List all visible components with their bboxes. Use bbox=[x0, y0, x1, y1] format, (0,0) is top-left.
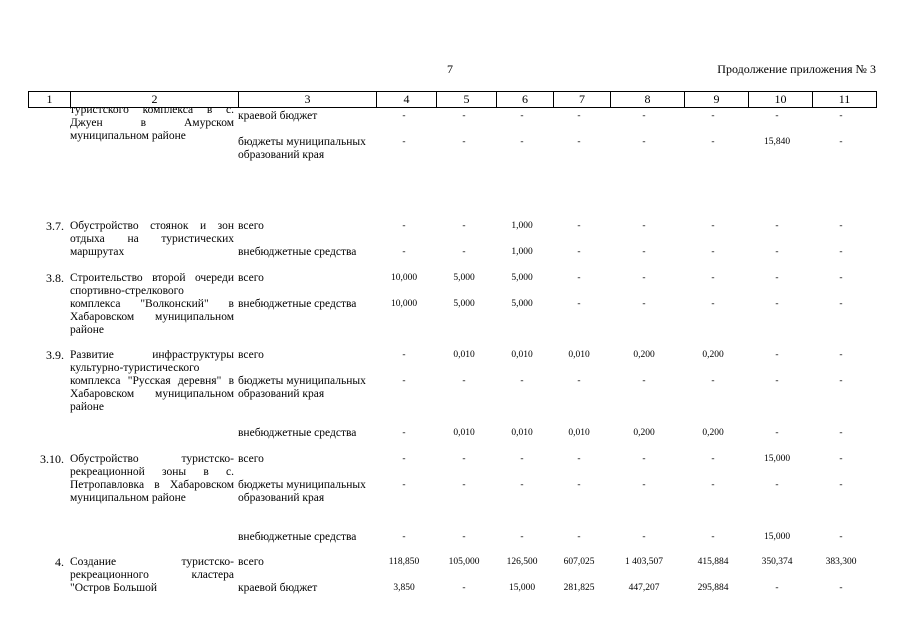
value-cell: - bbox=[839, 137, 843, 147]
value-cell: 126,500 bbox=[506, 557, 538, 567]
value-cell: - bbox=[711, 480, 715, 490]
value-cell: - bbox=[711, 299, 715, 309]
row-index: 3.8. bbox=[46, 271, 64, 285]
value-cell: - bbox=[577, 299, 581, 309]
value-cell: - bbox=[839, 583, 843, 593]
value-cell: - bbox=[402, 221, 406, 231]
value-cell: - bbox=[839, 273, 843, 283]
value-cell: - bbox=[839, 480, 843, 490]
value-cell: - bbox=[642, 273, 646, 283]
column-header: 1 bbox=[29, 92, 71, 108]
value-cell: - bbox=[711, 247, 715, 257]
funding-source: краевой бюджет bbox=[238, 110, 318, 122]
value-cell: 5,000 bbox=[511, 273, 533, 283]
value-cell: - bbox=[577, 454, 581, 464]
value-cell: - bbox=[775, 350, 779, 360]
value-cell: - bbox=[775, 299, 779, 309]
funding-source: краевой бюджет bbox=[238, 582, 318, 594]
column-header: 8 bbox=[611, 92, 685, 108]
row-index: 3.10. bbox=[40, 452, 64, 466]
value-cell: 295,884 bbox=[697, 583, 729, 593]
value-cell: - bbox=[402, 428, 406, 438]
value-cell: - bbox=[711, 532, 715, 542]
value-cell: - bbox=[402, 350, 406, 360]
value-cell: - bbox=[775, 583, 779, 593]
value-cell: 607,025 bbox=[563, 557, 595, 567]
value-cell: - bbox=[839, 454, 843, 464]
value-cell: - bbox=[642, 221, 646, 231]
value-cell: - bbox=[775, 273, 779, 283]
value-cell: - bbox=[402, 111, 406, 121]
value-cell: - bbox=[462, 221, 466, 231]
value-cell: - bbox=[839, 376, 843, 386]
value-cell: - bbox=[775, 480, 779, 490]
value-cell: 0,010 bbox=[511, 350, 533, 360]
value-cell: - bbox=[462, 480, 466, 490]
value-cell: 0,010 bbox=[453, 350, 475, 360]
value-cell: - bbox=[577, 137, 581, 147]
value-cell: - bbox=[402, 480, 406, 490]
value-cell: - bbox=[402, 532, 406, 542]
value-cell: - bbox=[711, 376, 715, 386]
funding-source: внебюджетные средства bbox=[238, 531, 357, 543]
value-cell: 383,300 bbox=[825, 557, 857, 567]
value-cell: - bbox=[577, 247, 581, 257]
activity-name: Обустройство стоянок и зон отдыха на туристических маршрутах bbox=[70, 220, 234, 258]
value-cell: - bbox=[839, 350, 843, 360]
value-cell: - bbox=[642, 111, 646, 121]
value-cell: - bbox=[462, 583, 466, 593]
value-cell: 15,000 bbox=[763, 454, 791, 464]
value-cell: 10,000 bbox=[390, 299, 418, 309]
value-cell: - bbox=[462, 247, 466, 257]
funding-source: бюджеты муниципальных образований края bbox=[238, 136, 366, 161]
value-cell: - bbox=[520, 480, 524, 490]
value-cell: - bbox=[520, 111, 524, 121]
value-cell: - bbox=[642, 454, 646, 464]
value-cell: - bbox=[577, 480, 581, 490]
value-cell: - bbox=[520, 376, 524, 386]
column-header: 7 bbox=[554, 92, 611, 108]
value-cell: - bbox=[775, 247, 779, 257]
funding-source: внебюджетные средства bbox=[238, 427, 357, 439]
value-cell: - bbox=[402, 137, 406, 147]
funding-source: бюджеты муниципальных образований края bbox=[238, 479, 366, 504]
value-cell: 10,000 bbox=[390, 273, 418, 283]
funding-source: всего bbox=[238, 220, 264, 232]
value-cell: - bbox=[462, 111, 466, 121]
value-cell: - bbox=[775, 221, 779, 231]
value-cell: - bbox=[642, 532, 646, 542]
value-cell: 0,200 bbox=[633, 350, 655, 360]
column-header: 2 bbox=[71, 92, 239, 108]
column-header: 9 bbox=[685, 92, 749, 108]
value-cell: 0,200 bbox=[702, 428, 724, 438]
value-cell: - bbox=[642, 137, 646, 147]
activity-name: Создание туристско-рекреационного кластера "Остров Большой bbox=[70, 556, 234, 594]
row-index: 3.9. bbox=[46, 348, 64, 362]
value-cell: - bbox=[839, 111, 843, 121]
value-cell: - bbox=[839, 247, 843, 257]
funding-source: внебюджетные средства bbox=[238, 246, 357, 258]
value-cell: 15,840 bbox=[763, 137, 791, 147]
value-cell: - bbox=[642, 376, 646, 386]
value-cell: - bbox=[775, 376, 779, 386]
value-cell: - bbox=[711, 273, 715, 283]
value-cell: - bbox=[462, 532, 466, 542]
value-cell: 0,010 bbox=[511, 428, 533, 438]
column-header: 10 bbox=[749, 92, 813, 108]
activity-name: туристского комплекса в с. Джуен в Амурском муниципальном районе bbox=[70, 104, 234, 142]
value-cell: 447,207 bbox=[628, 583, 660, 593]
column-header: 6 bbox=[497, 92, 554, 108]
funding-source: всего bbox=[238, 349, 264, 361]
value-cell: 0,010 bbox=[568, 428, 590, 438]
value-cell: - bbox=[711, 454, 715, 464]
value-cell: - bbox=[775, 111, 779, 121]
value-cell: - bbox=[839, 221, 843, 231]
column-header: 11 bbox=[813, 92, 877, 108]
value-cell: - bbox=[642, 480, 646, 490]
value-cell: - bbox=[642, 247, 646, 257]
value-cell: - bbox=[577, 111, 581, 121]
value-cell: - bbox=[711, 221, 715, 231]
value-cell: 1,000 bbox=[511, 247, 533, 257]
value-cell: 0,010 bbox=[453, 428, 475, 438]
value-cell: - bbox=[520, 532, 524, 542]
funding-source: всего bbox=[238, 453, 264, 465]
value-cell: 1,000 bbox=[511, 221, 533, 231]
value-cell: - bbox=[577, 273, 581, 283]
row-index: 4. bbox=[55, 555, 64, 569]
value-cell: 0,200 bbox=[702, 350, 724, 360]
table-body bbox=[28, 104, 876, 640]
column-header: 5 bbox=[437, 92, 497, 108]
activity-name: Строительство второй очереди спортивно-стрелкового комплекса "Волконский" в Хабаровском муниципальном районе bbox=[70, 272, 234, 336]
value-cell: - bbox=[711, 137, 715, 147]
value-cell: - bbox=[520, 137, 524, 147]
funding-source: внебюджетные средства bbox=[238, 298, 357, 310]
value-cell: - bbox=[577, 376, 581, 386]
value-cell: - bbox=[711, 111, 715, 121]
value-cell: - bbox=[520, 454, 524, 464]
continuation-label: Продолжение приложения № 3 bbox=[717, 62, 876, 76]
page-number: 7 bbox=[447, 62, 453, 76]
value-cell: - bbox=[402, 247, 406, 257]
value-cell: - bbox=[577, 221, 581, 231]
value-cell: - bbox=[839, 532, 843, 542]
value-cell: - bbox=[577, 532, 581, 542]
funding-source: всего bbox=[238, 556, 264, 568]
value-cell: - bbox=[839, 428, 843, 438]
value-cell: - bbox=[462, 137, 466, 147]
column-header: 3 bbox=[239, 92, 377, 108]
value-cell: - bbox=[775, 428, 779, 438]
value-cell: 5,000 bbox=[453, 273, 475, 283]
value-cell: - bbox=[642, 299, 646, 309]
value-cell: - bbox=[839, 299, 843, 309]
column-header: 4 bbox=[377, 92, 437, 108]
funding-source: бюджеты муниципальных образований края bbox=[238, 375, 366, 400]
value-cell: - bbox=[462, 454, 466, 464]
value-cell: 0,200 bbox=[633, 428, 655, 438]
value-cell: 350,374 bbox=[761, 557, 793, 567]
value-cell: 118,850 bbox=[388, 557, 420, 567]
value-cell: 15,000 bbox=[508, 583, 536, 593]
value-cell: 281,825 bbox=[563, 583, 595, 593]
row-index: 3.7. bbox=[46, 219, 64, 233]
funding-source: всего bbox=[238, 272, 264, 284]
value-cell: 5,000 bbox=[453, 299, 475, 309]
value-cell: 0,010 bbox=[568, 350, 590, 360]
value-cell: 415,884 bbox=[697, 557, 729, 567]
value-cell: 105,000 bbox=[448, 557, 480, 567]
activity-name: Обустройство туристско-рекреационной зоны в с. Петропавловка в Хабаровском муниципальном районе bbox=[70, 453, 234, 504]
activity-name: Развитие инфраструктуры культурно-туристического комплекса "Русская деревня" в Хабаровском муниципальном районе bbox=[70, 349, 234, 413]
value-cell: 1 403,507 bbox=[625, 557, 663, 567]
value-cell: 3,850 bbox=[393, 583, 415, 593]
value-cell: 15,000 bbox=[763, 532, 791, 542]
value-cell: 5,000 bbox=[511, 299, 533, 309]
value-cell: - bbox=[402, 376, 406, 386]
value-cell: - bbox=[402, 454, 406, 464]
value-cell: - bbox=[462, 376, 466, 386]
